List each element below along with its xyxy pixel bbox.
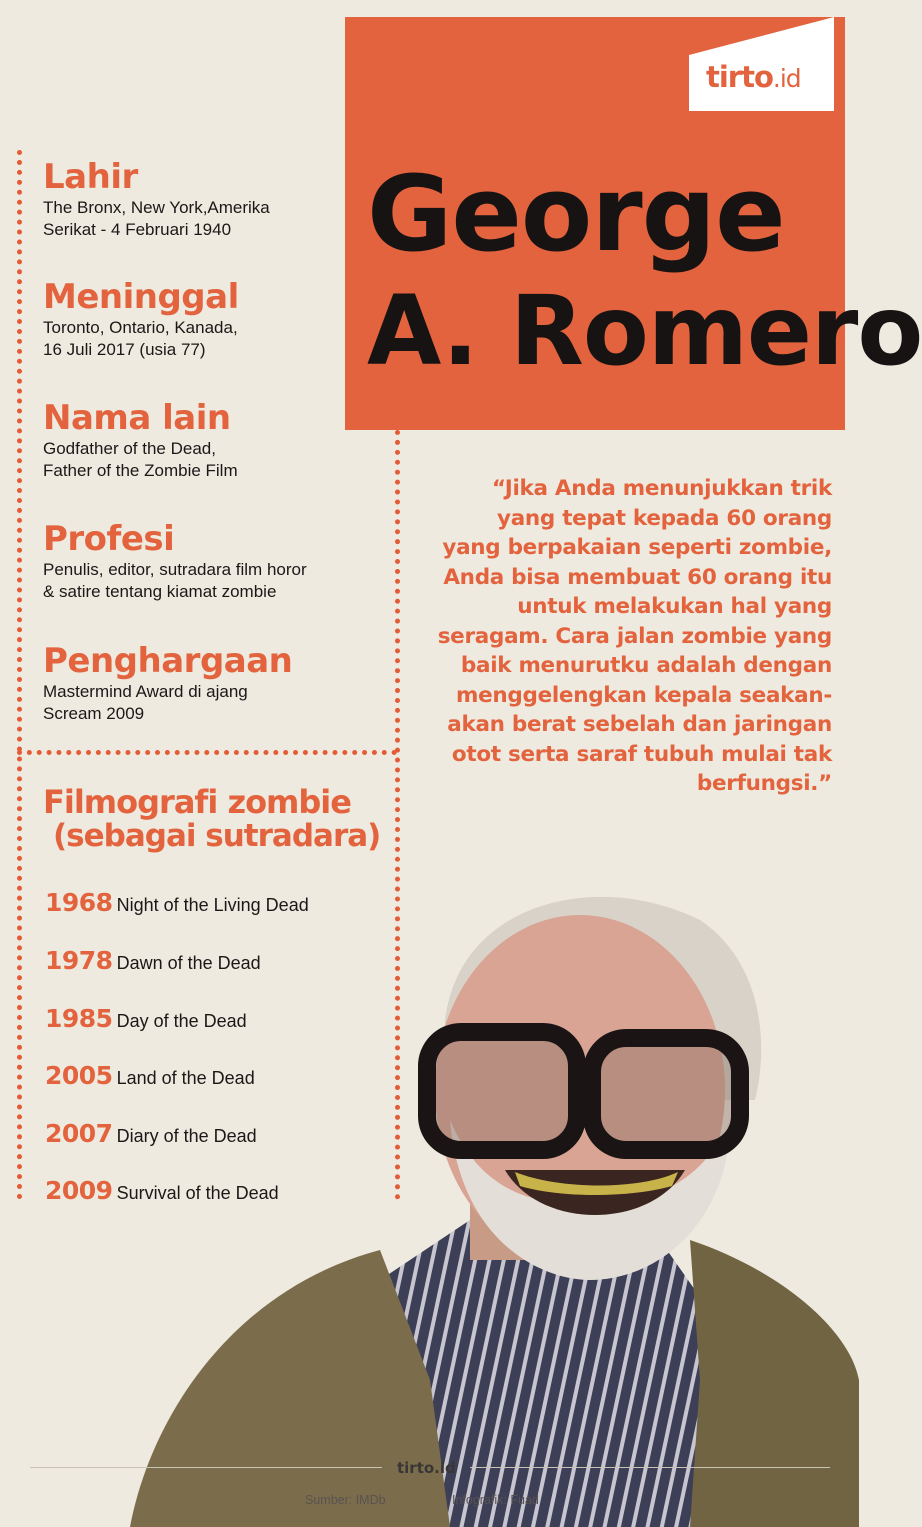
section-divider [17,750,397,755]
info-line: Godfather of the Dead, [43,439,216,458]
quote-line: yang tepat kepada 60 orang [497,505,832,531]
quote-line: Anda bisa membuat 60 orang itu [443,564,832,590]
info-lahir [43,157,388,241]
portrait-illustration [0,860,859,1527]
quote-block [402,474,832,799]
quote-line: “Jika Anda menunjukkan trik [491,476,832,501]
infographic-credit: Infografik: Fuad [452,1493,539,1507]
info-heading: Nama lain [43,398,231,438]
info-heading: Lahir [43,157,138,197]
info-heading: Penghargaan [43,641,293,681]
source-credit: Sumber: IMDb [305,1493,386,1507]
info-line: 16 Juli 2017 (usia 77) [43,340,206,359]
film-year: 1968 [45,888,113,917]
filmography-subtitle: (sebagai sutradara) [53,818,381,854]
title-last-name: A. Romero [367,275,922,387]
info-line: Toronto, Ontario, Kanada, [43,318,238,337]
title-first-name: George [367,153,785,275]
quote-line: akan berat sebelah dan jaringan [447,712,832,737]
info-profesi [43,519,388,603]
film-title: Day of the Dead [116,1011,247,1031]
info-penghargaan [43,641,388,725]
footer-line-left [30,1467,382,1468]
info-heading: Profesi [43,519,175,559]
info-line: Mastermind Award di ajang [43,682,248,701]
info-line: Scream 2009 [43,704,145,723]
film-title: Night of the Living Dead [116,895,309,915]
info-line: The Bronx, New York,Amerika [43,198,270,217]
film-year: 2005 [45,1061,113,1090]
info-line: Father of the Zombie Film [43,461,238,480]
quote-line: baik menurutku adalah dengan [460,653,832,678]
film-year: 2007 [45,1119,113,1148]
footer-logo: tirto.id [397,1459,456,1477]
film-year: 1978 [45,946,113,975]
filmography-title: Filmografi zombie [43,783,351,821]
quote-line: untuk melakukan hal yang [517,594,832,619]
logo-main-text: tirto [706,60,773,94]
film-year: 2009 [45,1176,113,1205]
film-title: Diary of the Dead [116,1126,257,1146]
info-line: Serikat - 4 Februari 1940 [43,220,232,239]
info-meninggal [43,277,388,361]
info-line: & satire tentang kiamat zombie [43,582,277,601]
info-nama-lain [43,398,388,482]
quote-line: berfungsi.” [696,771,832,796]
film-title: Survival of the Dead [116,1183,279,1203]
film-title: Dawn of the Dead [116,953,261,973]
quote-line: otot serta saraf tubuh mulai tak [451,741,832,767]
logo-suffix-text: .id [772,64,801,93]
info-heading: Meninggal [43,277,239,317]
info-line: Penulis, editor, sutradara film horor [43,560,307,579]
footer-line-right [470,1467,830,1468]
logo-text [706,60,801,94]
quote-line: seragam. Cara jalan zombie yang [437,623,832,649]
film-year: 1985 [45,1004,113,1033]
film-title: Land of the Dead [116,1068,255,1088]
quote-line: menggelengkan kepala seakan- [456,682,832,708]
quote-line: yang berpakaian seperti zombie, [442,535,832,560]
